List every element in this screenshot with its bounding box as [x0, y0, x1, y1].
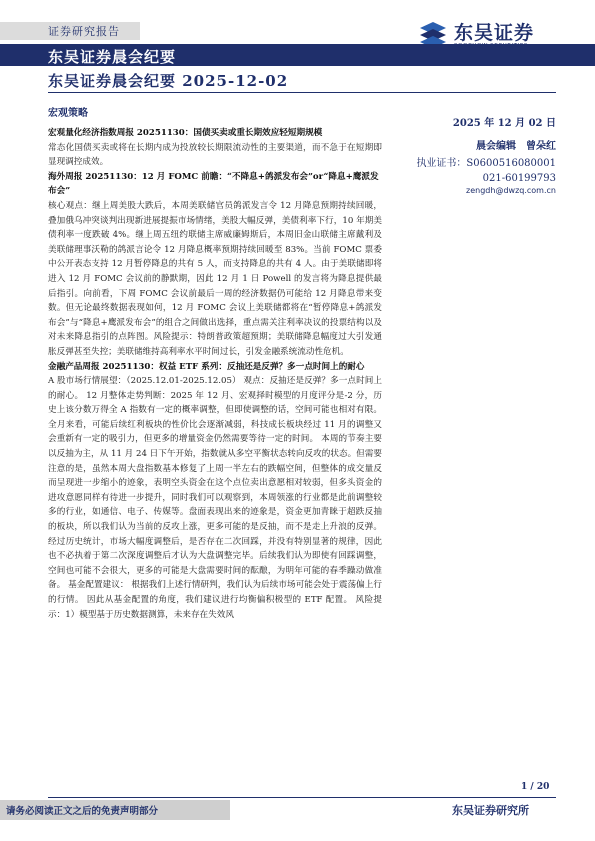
report-type-label: 证券研究报告 — [48, 25, 120, 38]
sidebar-info — [412, 114, 556, 195]
section-body: 核心观点：继上周美股大跌后，本周美联储官员鸽派发言令 12 月降息预期持续回暖，叠加俄乌冲突谈判出现新进展提振市场情绪，美股大幅反弹，美债利率下行，10 年期美债利率一度跌破 4%。继上周五纽约联储主席威廉姆斯后，本周旧金山联储主席戴利及美联储理事沃勒的鸽派言论令 12 月降息概率预期持续回暖至 83%。当前 FOMC 票委中公开表态支持 12 月暂停降息的共有 5 人，而支持降息的共有 4 人。由于美联储即将进入 12 月 FOMC 会议前的静默期，因此 12 月 1 日 Powell 的发言将为降息提供最后指引。向前看，下周 FOMC 会议前最后一周的经济数据仍可能给 12 月降息带来变数。但无论最终数据表现如何，12 月 FOMC 会议上美联储都将在“暂停降息+鸽派发布会”与“降息+鹰派发布会”的组合之间做出选择，重点需关注利率决议的投票结构以及对未来降息指引的点阵图。风险提示：特朗普政策超预期；美联储降息幅度过大引发通胀反弹甚至失控；美联储维持高利率水平时间过长，引发金融系统流动性危机。 — [48, 200, 382, 357]
main-column — [48, 126, 382, 622]
phone-number: 021-60199793 — [482, 173, 556, 184]
series-title: 东吴证券晨会纪要 — [48, 48, 177, 66]
title-divider — [48, 92, 556, 93]
page-number: 1 / 20 — [521, 782, 550, 792]
section-heading: 金融产品周报 20251130：权益 ETF 系列：反抽还是反弹？多一点时间上的耐心 — [48, 361, 365, 372]
disclaimer-text: 请务必阅读正文之后的免责声明部分 — [6, 806, 159, 817]
editor-line — [412, 137, 556, 152]
report-title: 东吴证券晨会纪要 2025-12-02 — [48, 72, 289, 90]
section-heading: 海外周报 20251130：12 月 FOMC 前瞻：“不降息+鸽派发布会”or“降息+鹰派发布会” — [48, 171, 379, 197]
report-category: 宏观策略 — [48, 108, 88, 119]
editor-role: 晨会编辑 — [476, 141, 516, 152]
email-address[interactable]: zengdh@dwzq.com.cn — [466, 186, 556, 195]
section-body: A 股市场行情展望：（2025.12.01-2025.12.05） 观点：反抽还是反弹？多一点时间上的耐心。 12 月整体走势判断：2025 年 12 月、宏观择时模型的月度评分是-2 分，历史上该分数万得全 A 指数有一定的概率调整，但即使调整的话，空间可能也相对有限。全月来看，可能后续红利板块的性价比会逐渐减弱，科技成长板块经过 11 月的调整又会重新有一定的吸引力，但更多的增量资金仍然需要等待一定的时间。 本周的节奏主要以反抽为主，从 11 月 24 日下午开始，指数就从多空平衡状态转向反攻的状态。但需要注意的是，虽然本周大盘指数基本修复了上周一半左右的跌幅空间，但整体的成交量反而呈现进一步缩小的迹象，表明空头资金在这个点位卖出意愿相对较弱，但多头资金的进攻意愿同样有待进一步提升，同时我们可以观察到，本周领涨的行业都是此前调整较多的行业，如通信、电子、传媒等。盘面表现出来的迹象是，资金更加青睐于超跌反抽的板块，所以我们认为当前的反攻上涨，更多可能的是反抽，而不是走上升浪的反弹。 经过历史统计，市场大幅度调整后，是否存在二次回踩，并没有特别显著的规律，因此也不必执着于第二次深度调整后才认为大盘调整完毕。后续我们认为即使有回踩调整，空间也可能不会很大，更多的可能是大盘需要时间的酝酿，为明年可能的春季躁动做准备。 基金配置建议： 根据我们上述行情研判，我们认为后续市场可能会处于震荡偏上行的行情。 因此从基金配置的角度，我们建议进行均衡偏积极型的 ETF 配置。 风险提示：1）模型基于历史数据测算，未来存在失效风 — [48, 376, 382, 620]
section-body: 常态化国债买卖或将在长期内成为投放较长期限流动性的主要渠道，而不急于在短期即显现调控成效。 — [48, 142, 382, 168]
editor-name: 曾朵红 — [526, 141, 556, 152]
research-institute-name: 东吴证券研究所 — [452, 804, 529, 817]
license-number: 执业证书：S0600516080001 — [416, 158, 556, 169]
report-date: 2025 年 12 月 02 日 — [452, 118, 556, 129]
footer-divider — [48, 797, 556, 798]
logo-chinese-name: 东吴证券 — [454, 22, 535, 44]
section-heading: 宏观量化经济指数周报 20251130：国债买卖或重长期效应轻短期规模 — [48, 128, 323, 138]
